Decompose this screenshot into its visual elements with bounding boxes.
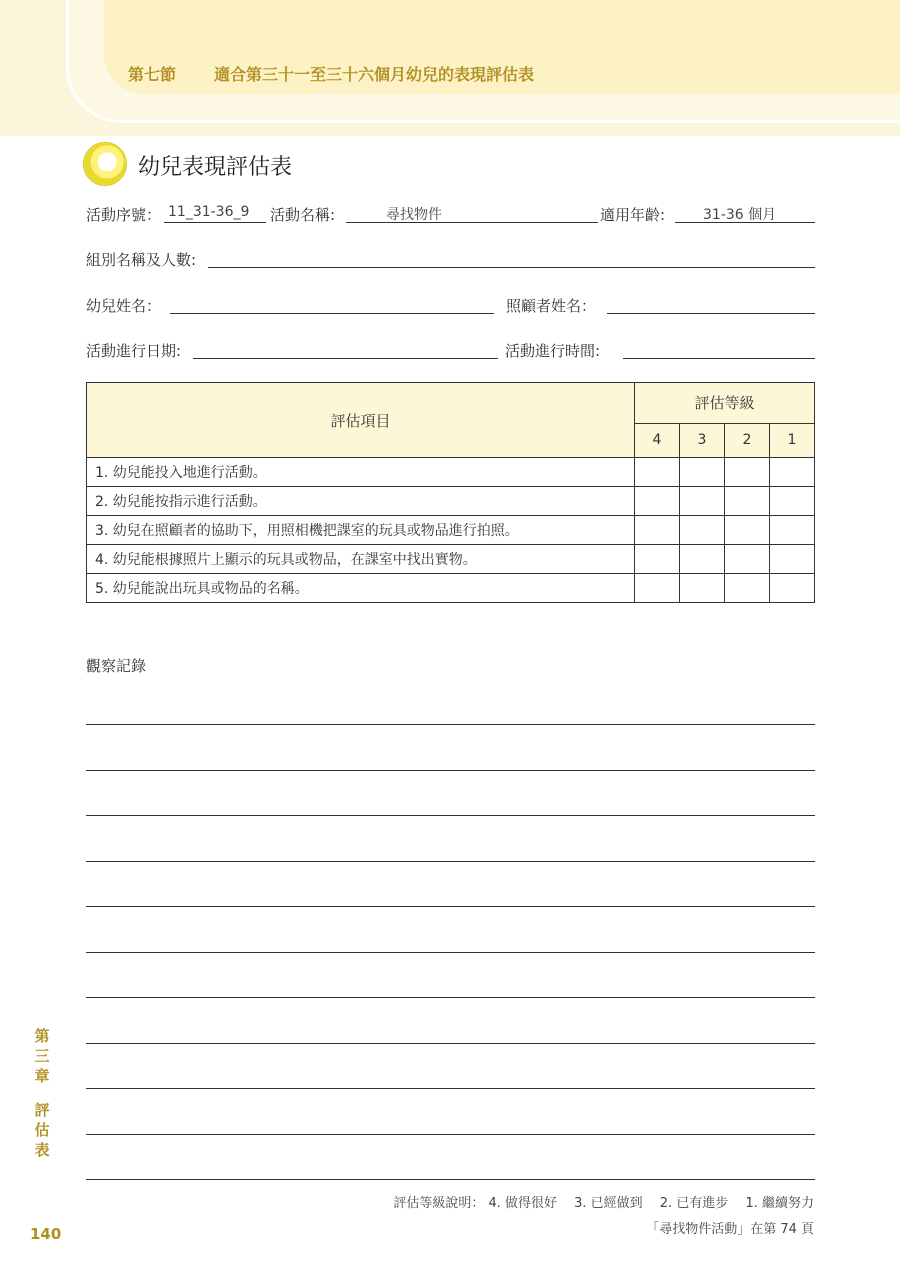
page-reference: 「尋找物件活動」在第 74 頁	[646, 1222, 814, 1237]
table-row	[87, 545, 815, 574]
evaluation-item: 2. 幼兒能按指示進行活動。	[87, 487, 635, 516]
observation-line[interactable]	[86, 770, 815, 771]
chapter-side-char: 第	[34, 1027, 50, 1045]
group-field-line[interactable]	[208, 267, 815, 268]
grade-cell[interactable]	[635, 545, 680, 574]
time-field-line[interactable]	[623, 358, 815, 359]
chapter-side-char: 表	[34, 1141, 50, 1159]
observation-line[interactable]	[86, 906, 815, 907]
observation-line[interactable]	[86, 952, 815, 953]
grade-cell[interactable]	[680, 574, 725, 603]
observation-line[interactable]	[86, 724, 815, 725]
evaluation-item: 5. 幼兒能說出玩具或物品的名稱。	[87, 574, 635, 603]
section-title: 適合第三十一至三十六個月幼兒的表現評估表	[214, 65, 535, 84]
grade-cell[interactable]	[680, 545, 725, 574]
evaluation-item: 3. 幼兒在照顧者的協助下，用照相機把課室的玩具或物品進行拍照。	[87, 516, 635, 545]
chapter-side-char: 三	[34, 1047, 50, 1065]
grade-cell[interactable]	[725, 545, 770, 574]
activity-name-value: 尋找物件	[386, 207, 442, 223]
observation-line[interactable]	[86, 1134, 815, 1135]
grade-cell[interactable]	[770, 574, 815, 603]
child-name-field-line[interactable]	[170, 313, 494, 314]
grade-cell[interactable]	[725, 458, 770, 487]
serial-field-line[interactable]	[164, 222, 266, 223]
chapter-side-label	[30, 1026, 54, 1160]
chapter-side-char: 估	[34, 1121, 50, 1139]
grade-column-header: 評估等級	[635, 383, 815, 424]
date-field-line[interactable]	[193, 358, 498, 359]
grade-cell[interactable]	[725, 516, 770, 545]
evaluation-table	[86, 382, 815, 603]
chapter-side-char: 章	[34, 1067, 50, 1085]
grade-2-header: 2	[725, 423, 770, 457]
age-label: 適用年齡:	[600, 206, 666, 224]
activity-name-field-line[interactable]	[346, 222, 598, 223]
observation-line[interactable]	[86, 815, 815, 816]
date-label: 活動進行日期:	[86, 342, 182, 360]
serial-label: 活動序號：	[86, 206, 162, 224]
time-label: 活動進行時間:	[505, 342, 601, 360]
title-bullet-icon	[84, 143, 126, 185]
grade-3-header: 3	[680, 423, 725, 457]
observation-label: 觀察記錄	[86, 657, 147, 675]
table-row	[87, 574, 815, 603]
chapter-side-char: 評	[34, 1101, 50, 1119]
grade-cell[interactable]	[680, 487, 725, 516]
grade-1-header: 1	[770, 423, 815, 457]
observation-line[interactable]	[86, 1088, 815, 1089]
grade-cell[interactable]	[680, 516, 725, 545]
evaluation-item: 1. 幼兒能投入地進行活動。	[87, 458, 635, 487]
item-column-header: 評估項目	[87, 383, 635, 458]
observation-line[interactable]	[86, 1043, 815, 1044]
grade-cell[interactable]	[635, 458, 680, 487]
grade-cell[interactable]	[725, 574, 770, 603]
activity-name-label: 活動名稱:	[270, 206, 336, 224]
carer-name-field-line[interactable]	[607, 313, 815, 314]
carer-name-label: 照顧者姓名：	[506, 297, 597, 315]
grade-cell[interactable]	[770, 487, 815, 516]
grade-cell[interactable]	[770, 458, 815, 487]
grade-4-header: 4	[635, 423, 680, 457]
evaluation-item: 4. 幼兒能根據照片上顯示的玩具或物品，在課室中找出實物。	[87, 545, 635, 574]
section-number: 第七節	[128, 65, 177, 84]
child-name-label: 幼兒姓名：	[86, 297, 162, 315]
group-label: 組別名稱及人數:	[86, 251, 197, 269]
form-title: 幼兒表現評估表	[138, 155, 293, 180]
chapter-side-char	[30, 1086, 54, 1100]
age-value: 31-36 個月	[703, 207, 777, 223]
grade-legend: 評估等級說明： 4. 做得很好 3. 已經做到 2. 已有進步 1. 繼續努力	[393, 1196, 814, 1211]
observation-line[interactable]	[86, 861, 815, 862]
grade-cell[interactable]	[635, 487, 680, 516]
observation-line[interactable]	[86, 1179, 815, 1180]
table-row	[87, 458, 815, 487]
grade-cell[interactable]	[770, 545, 815, 574]
page-number: 140	[30, 1225, 62, 1243]
table-row	[87, 516, 815, 545]
grade-cell[interactable]	[770, 516, 815, 545]
table-row	[87, 487, 815, 516]
grade-cell[interactable]	[635, 574, 680, 603]
serial-value: 11_31-36_9	[168, 204, 250, 220]
observation-line[interactable]	[86, 997, 815, 998]
grade-cell[interactable]	[725, 487, 770, 516]
grade-cell[interactable]	[680, 458, 725, 487]
grade-cell[interactable]	[635, 516, 680, 545]
